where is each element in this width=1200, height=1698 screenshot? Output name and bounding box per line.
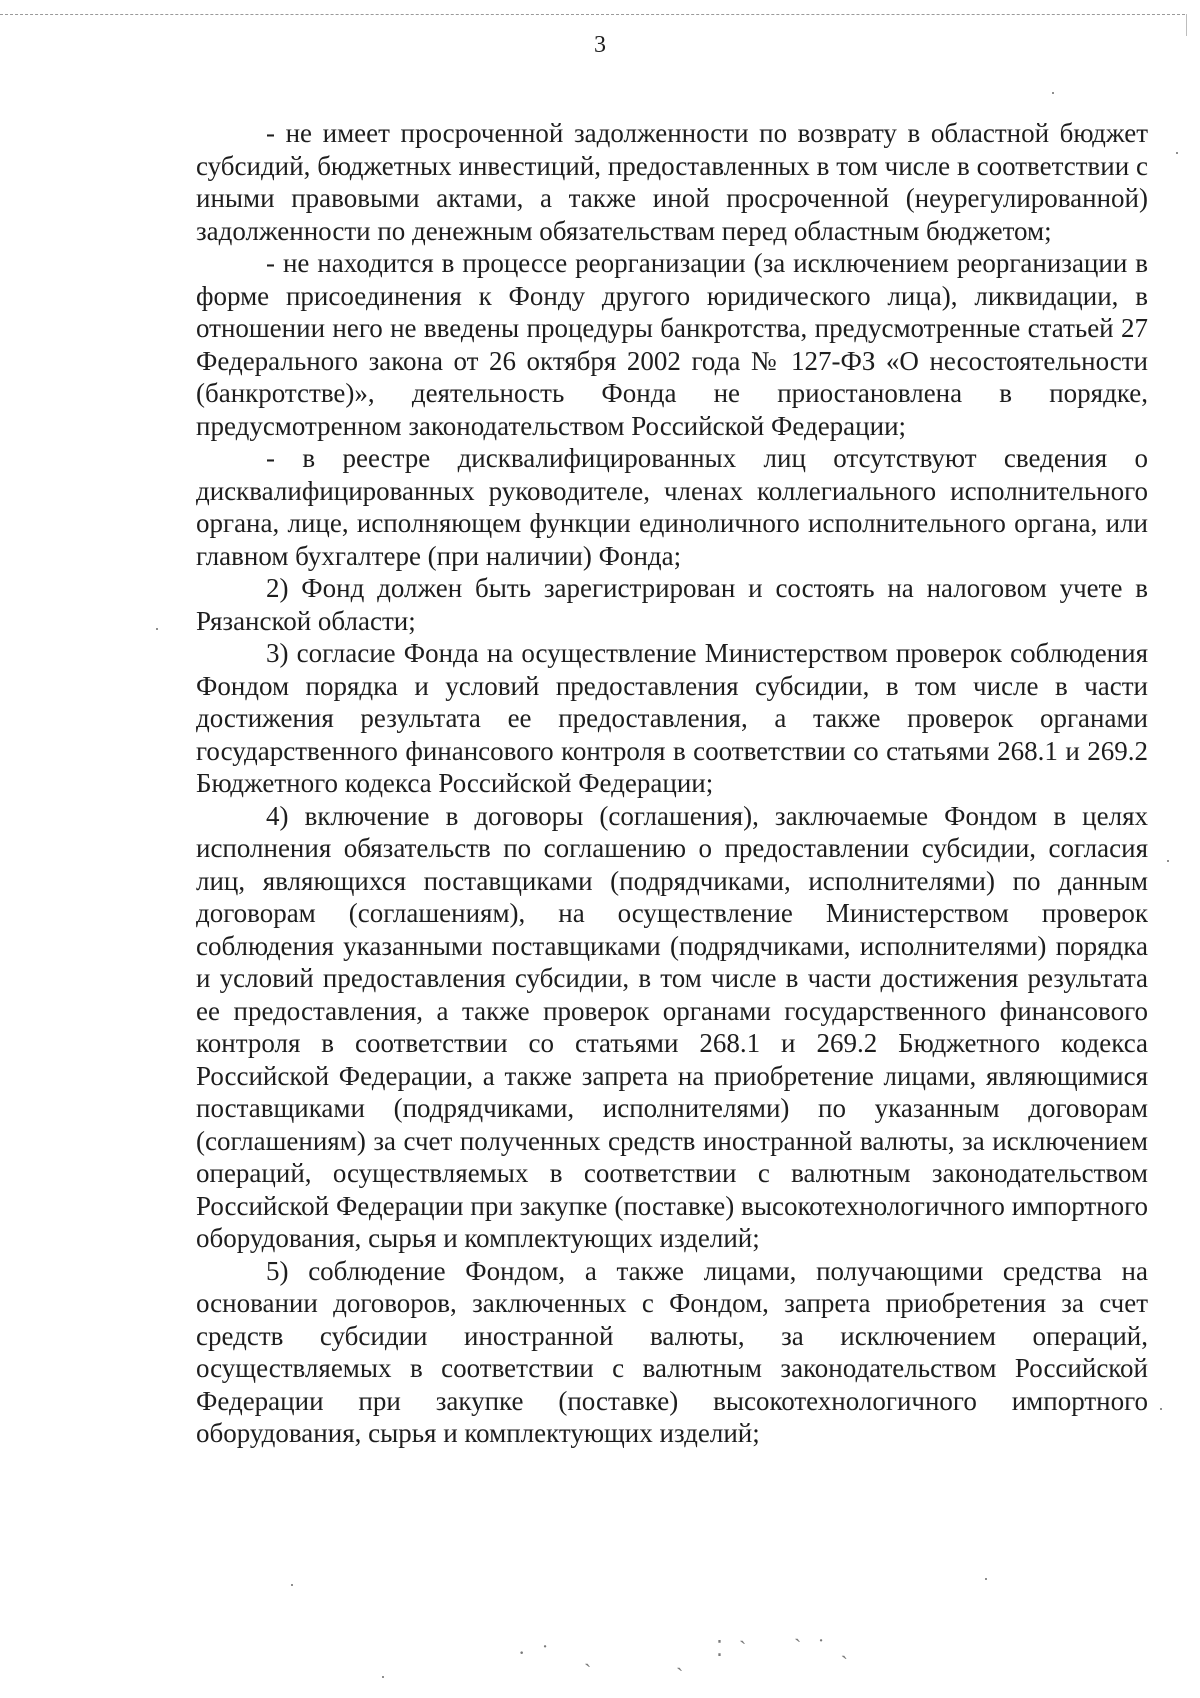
page-number: 3: [594, 32, 606, 58]
paragraph-item-3-consent: 3) согласие Фонда на осуществление Министерством проверок соблюдения Фондом порядка и условий предоставления субсидии, в том числе в части достижения результата ее предоставления, а также проверок органами государственного финансового контроля в соответствии со статьями 268.1 и 269.2 Бюджетного кодекса Российской Федерации;: [196, 638, 1148, 798]
paragraph-item-4-contracts: 4) включение в договоры (соглашения), заключаемые Фондом в целях исполнения обязательств по соглашению о предоставлении субсидии, согласия лиц, являющихся поставщиками (подрядчиками, исполнителями) по данным договорам (соглашениям), на осуществление Министерством проверок соблюдения указанными поставщиками (подрядчиками, исполнителями) порядка и условий предоставления субсидии, в том числе в части достижения результата ее предоставления, а также проверок органами государственного финансового контроля в соответствии со статьями 268.1 и 269.2 Бюджетного кодекса Российской Федерации, а также запрета на приобретение лицами, являющимися поставщиками (подрядчиками, исполнителями) по указанным договорам (соглашениям) за счет полученных средств иностранной валюты, за исключением операций, осуществляемых в соответствии с валютным законодательством Российской Федерации при закупке (поставке) высокотехнологичного импортного оборудования, сырья и комплектующих изделий;: [196, 800, 1148, 1253]
scan-artifact-marks: ·˙ ˎ ˏ ⁚ˋ ˋ˙ˎ: [518, 1634, 864, 1671]
paragraph-disqualified-persons: - в реестре дисквалифицированных лиц отсутствуют сведения о дисквалифицированных руководителе, членах коллегиального исполнительного органа, лице, исполняющем функции единоличного исполнительного органа, или главном бухгалтере (при наличии) Фонда;: [196, 443, 1148, 571]
scan-speck: [291, 1584, 293, 1586]
paragraph-no-reorganization: - не находится в процессе реорганизации (за исключением реорганизации в форме присоединения к Фонду другого юридического лица), ликвидации, в отношении него не введены процедуры банкротства, предусмотренные статьей 27 Федерального закона от 26 октября 2002 года № 127-ФЗ «О несостоятельности (банкротстве)», деятельность Фонда не приостановлена в порядке, предусмотренном законодательством Российской Федерации;: [196, 248, 1148, 441]
paragraph-item-5-currency: 5) соблюдение Фондом, а также лицами, получающими средства на основании договоров, заключенных с Фондом, запрета приобретения за счет средств субсидии иностранной валюты, за исключением операций, осуществляемых в соответствии с валютным законодательством Российской Федерации при закупке (поставке) высокотехнологичного импортного оборудования, сырья и комплектующих изделий;: [196, 1255, 1148, 1448]
scan-top-edge: [0, 14, 1185, 15]
scan-speck: [1176, 152, 1178, 154]
scan-speck: [1167, 860, 1169, 862]
scan-speck: [382, 1676, 384, 1678]
paragraph-no-overdue-debt: - не имеет просроченной задолженности по возврату в областной бюджет субсидий, бюджетных инвестиций, предоставленных в том числе в соответствии с иными правовыми актами, а также иной просроченной (неурегулированной) задолженности по денежным обязательствам перед областным бюджетом;: [196, 118, 1148, 246]
paragraph-item-2-registration: 2) Фонд должен быть зарегистрирован и состоять на налоговом учете в Рязанской области;: [196, 573, 1148, 636]
scan-speck: [156, 628, 158, 630]
document-body: [196, 117, 1148, 1450]
scan-speck: [1052, 92, 1054, 94]
scan-speck: [985, 1578, 987, 1580]
scan-speck: [1160, 1408, 1162, 1410]
